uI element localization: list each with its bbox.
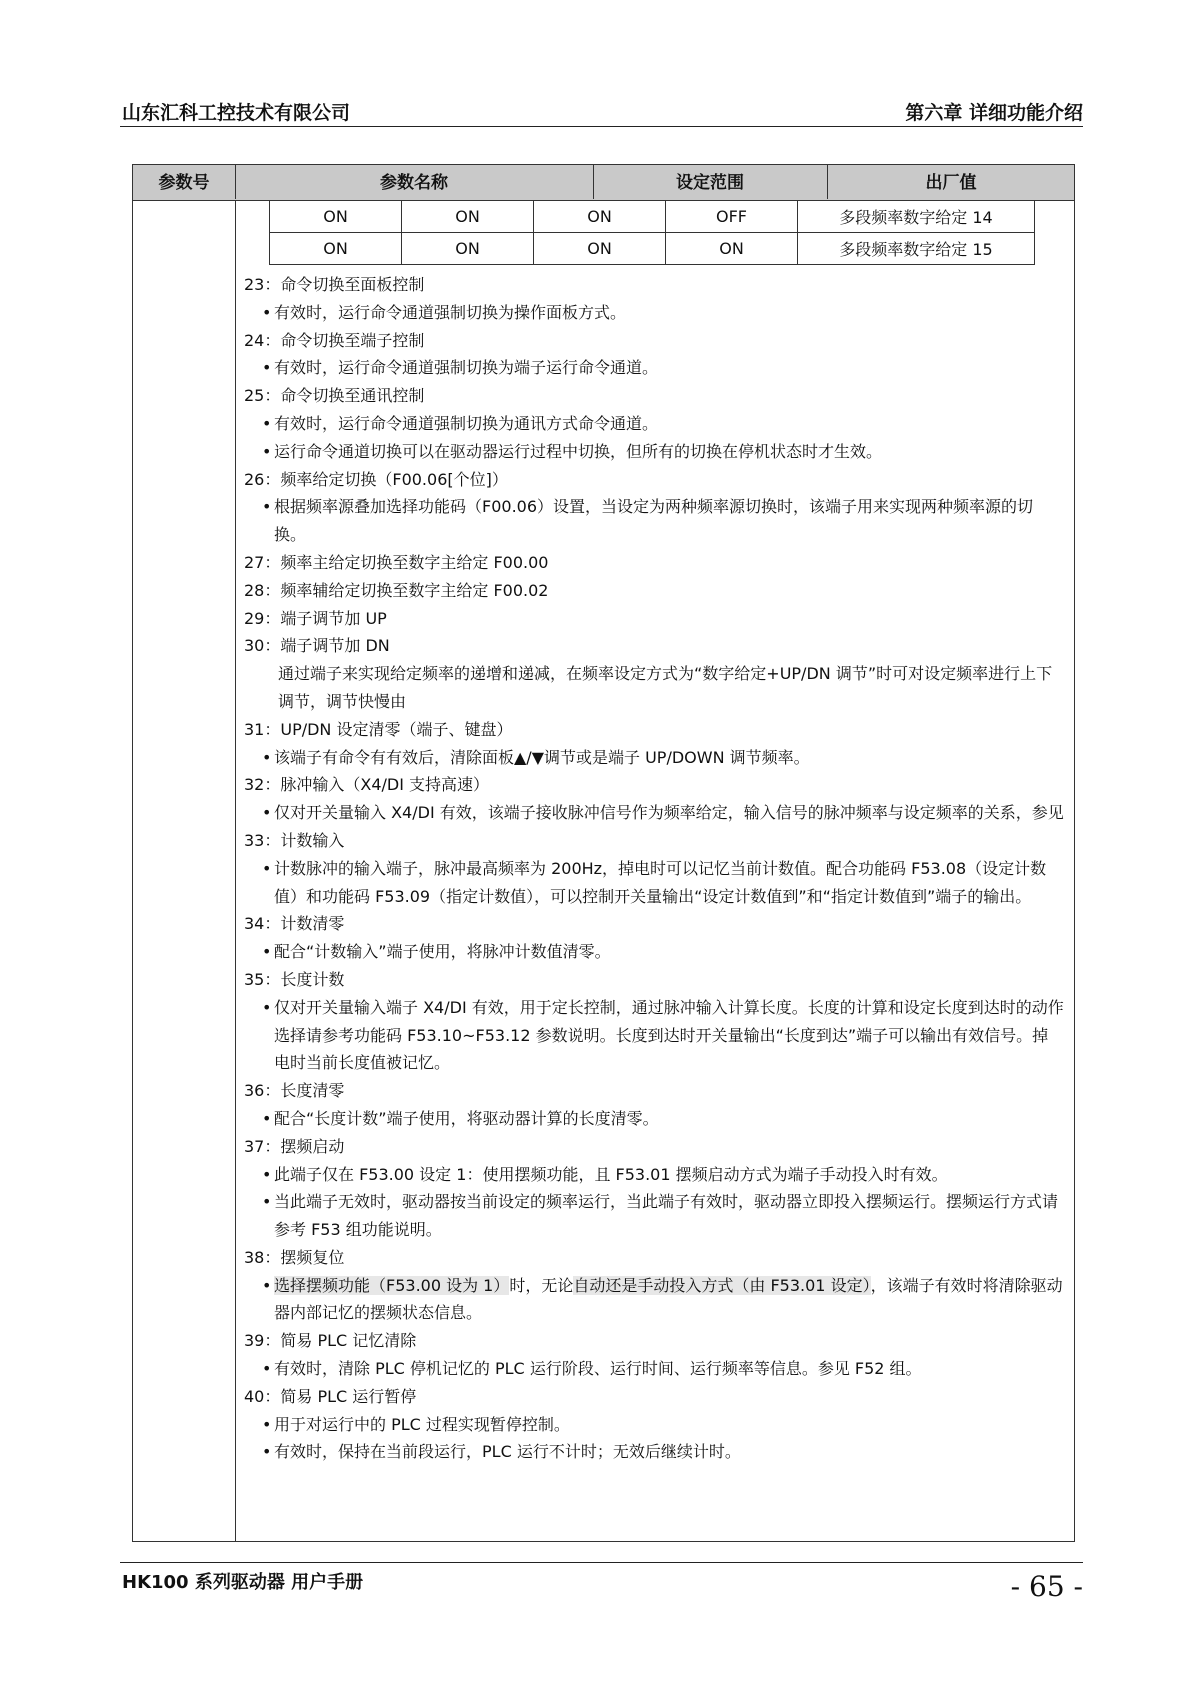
- bullet-line: • 该端子有命令有有效后，清除面板▲/▼调节或是端子 UP/DOWN 调节频率。: [262, 747, 810, 767]
- header-param-no: 参数号: [158, 173, 210, 193]
- bullet-line: • 选择摆频功能（F53.00 设为 1）时，无论自动还是手动投入方式（由 F53.01 设定），该端子有效时将清除驱动器内部记忆的摆频状态信息。: [262, 1275, 1063, 1323]
- bullet-line: • 当此端子无效时，驱动器按当前设定的频率运行，当此端子有效时，驱动器立即投入摆频运行。摆频运行方式请参考 F53 组功能说明。: [262, 1192, 1059, 1240]
- item-title: 35：长度计数: [244, 969, 345, 989]
- table-cell: ON: [534, 201, 666, 233]
- bullet-line: • 此端子仅在 F53.00 设定 1：使用摆频功能，且 F53.01 摆频启动方式为端子手动投入时有效。: [262, 1164, 948, 1184]
- table-cell: ON: [270, 233, 402, 265]
- item-title: 36：长度清零: [244, 1081, 345, 1101]
- item-title: 39：简易 PLC 记忆清除: [244, 1331, 417, 1351]
- bullet-line: • 运行命令通道切换可以在驱动器运行过程中切换，但所有的切换在停机状态时才生效。: [262, 441, 883, 461]
- function-description: [244, 271, 1064, 1466]
- table-row: [270, 201, 1035, 233]
- table-cell: ON: [402, 233, 534, 265]
- highlighted-text: 自动还是手动投入方式（由 F53.01 设定）: [573, 1275, 871, 1295]
- multi-speed-table: [269, 200, 1035, 265]
- company-name: 山东汇科工控技术有限公司: [122, 102, 351, 124]
- item-title: 28：频率辅给定切换至数字主给定 F00.02: [244, 580, 549, 600]
- item-title: 32：脉冲输入（X4/DI 支持高速）: [244, 775, 490, 795]
- table-header-row: [133, 165, 1074, 201]
- table-cell: ON: [534, 233, 666, 265]
- highlighted-text: 选择摆频功能（F53.00 设为 1）: [274, 1275, 510, 1295]
- bullet-line: • 有效时，清除 PLC 停机记忆的 PLC 运行阶段、运行时间、运行频率等信息。参见 F52 组。: [262, 1359, 922, 1379]
- header-rule: [120, 126, 1083, 127]
- manual-title: HK100 系列驱动器 用户手册: [122, 1572, 364, 1593]
- column-separator: [235, 200, 236, 1541]
- item-title: 30：端子调节加 DN: [244, 636, 390, 656]
- item-title: 27：频率主给定切换至数字主给定 F00.00: [244, 552, 549, 572]
- bullet-line: • 根据频率源叠加选择功能码（F00.06）设置，当设定为两种频率源切换时，该端子用来实现两种频率源的切换。: [262, 497, 1034, 545]
- footer-rule: [120, 1562, 1083, 1563]
- item-title: 34：计数清零: [244, 914, 345, 934]
- page-number: - 65 -: [1010, 1570, 1083, 1603]
- chapter-title: 第六章 详细功能介绍: [905, 102, 1083, 124]
- bullet-line: • 用于对运行中的 PLC 过程实现暂停控制。: [262, 1414, 570, 1434]
- table-cell: 多段频率数字给定 15: [798, 233, 1035, 265]
- table-cell: OFF: [666, 201, 798, 233]
- header-range: 设定范围: [676, 173, 744, 193]
- item-title: 31：UP/DN 设定清零（端子、键盘）: [244, 719, 513, 739]
- item-title: 38：摆频复位: [244, 1247, 345, 1267]
- bullet-line: • 计数脉冲的输入端子，脉冲最高频率为 200Hz，掉电时可以记忆当前计数值。配合功能码 F53.08（设定计数值）和功能码 F53.09（指定计数值），可以控制开关量输出“设定计数值到”和“指定计数值到”端子的输出。: [262, 858, 1047, 906]
- bullet-line: • 仅对开关量输入 X4/DI 有效，该端子接收脉冲信号作为频率给定，输入信号的脉冲频率与设定频率的关系，参见: [262, 803, 1064, 823]
- bullet-line: • 配合“长度计数”端子使用，将驱动器计算的长度清零。: [262, 1108, 659, 1128]
- item-title: 25：命令切换至通讯控制: [244, 386, 425, 406]
- header-param-name: 参数名称: [380, 173, 448, 193]
- item-title: 40：简易 PLC 运行暂停: [244, 1386, 417, 1406]
- bullet-line: • 配合“计数输入”端子使用，将脉冲计数值清零。: [262, 942, 611, 962]
- header-default: 出厂值: [925, 173, 977, 193]
- item-title: 33：计数输入: [244, 830, 345, 850]
- item-title: 24：命令切换至端子控制: [244, 330, 425, 350]
- item-title: 37：摆频启动: [244, 1136, 345, 1156]
- table-cell: ON: [666, 233, 798, 265]
- bullet-line: • 有效时，保持在当前段运行，PLC 运行不计时；无效后继续计时。: [262, 1442, 741, 1462]
- item-title: 26：频率给定切换（F00.06[个位]）: [244, 469, 508, 489]
- bullet-line: • 有效时，运行命令通道强制切换为端子运行命令通道。: [262, 358, 659, 378]
- bullet-line: • 有效时，运行命令通道强制切换为操作面板方式。: [262, 302, 627, 322]
- item-title: 23：命令切换至面板控制: [244, 275, 425, 294]
- bullet-line: • 有效时，运行命令通道强制切换为通讯方式命令通道。: [262, 413, 659, 433]
- item-paragraph: 通过端子来实现给定频率的递增和递减，在频率设定方式为“数字给定+UP/DN 调节”时可对设定频率进行上下调节，调节快慢由: [278, 664, 1053, 711]
- table-cell: 多段频率数字给定 14: [798, 201, 1035, 233]
- table-cell: ON: [270, 201, 402, 233]
- bullet-line: • 仅对开关量输入端子 X4/DI 有效，用于定长控制，通过脉冲输入计算长度。长度的计算和设定长度到达时的动作选择请参考功能码 F53.10~F53.12 参数说明。长度到达时开关量输出“长度到达”端子可以输出有效信号。掉电时当前长度值被记忆。: [262, 997, 1064, 1073]
- table-cell: ON: [402, 201, 534, 233]
- item-title: 29：端子调节加 UP: [244, 608, 387, 628]
- table-row: [270, 233, 1035, 265]
